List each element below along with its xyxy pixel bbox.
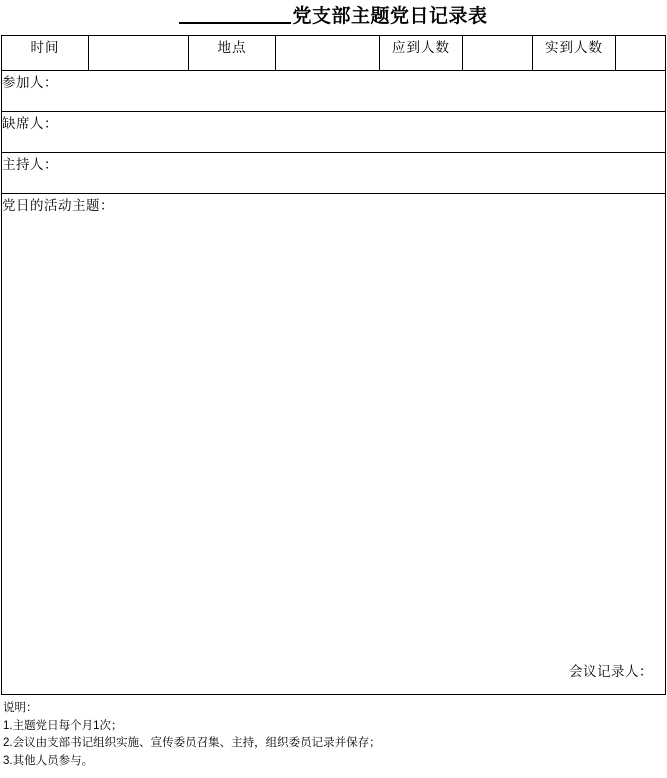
time-value-cell[interactable] <box>89 35 189 70</box>
place-value-cell[interactable] <box>276 35 380 70</box>
place-label-cell: 地点 <box>189 35 276 70</box>
recorder-label: 会议记录人： <box>569 663 653 679</box>
table-row-absentees <box>2 111 666 152</box>
page-title <box>0 0 667 35</box>
host-cell[interactable]: 主持人： <box>2 152 666 193</box>
page-title-text: 党支部主题党日记录表 <box>292 6 488 27</box>
expected-count-label-cell: 应到人数 <box>380 35 463 70</box>
absentees-cell[interactable]: 缺席人： <box>2 111 666 152</box>
record-form-table <box>1 35 666 695</box>
expected-count-value-cell[interactable] <box>463 35 533 70</box>
table-row-participants <box>2 70 666 111</box>
notes-item-2: 2.会议由支部书记组织实施、宣传委员召集、主持，组织委员记录并保存； <box>3 737 381 750</box>
participants-cell[interactable]: 参加人： <box>2 70 666 111</box>
notes-section <box>3 700 667 771</box>
actual-count-label-cell: 实到人数 <box>533 35 616 70</box>
table-row-topic <box>2 193 666 694</box>
notes-item-3: 3.其他人员参与。 <box>3 755 94 768</box>
actual-count-value-cell[interactable] <box>616 35 666 70</box>
topic-cell[interactable] <box>2 193 666 694</box>
notes-item-1: 1.主题党日每个月1次； <box>3 719 123 732</box>
notes-heading: 说明： <box>3 701 38 714</box>
time-label-cell: 时间 <box>2 35 89 70</box>
title-blank-line <box>179 8 291 24</box>
table-row-host <box>2 152 666 193</box>
table-row-header <box>2 35 666 70</box>
topic-label: 党日的活动主题： <box>2 197 114 213</box>
